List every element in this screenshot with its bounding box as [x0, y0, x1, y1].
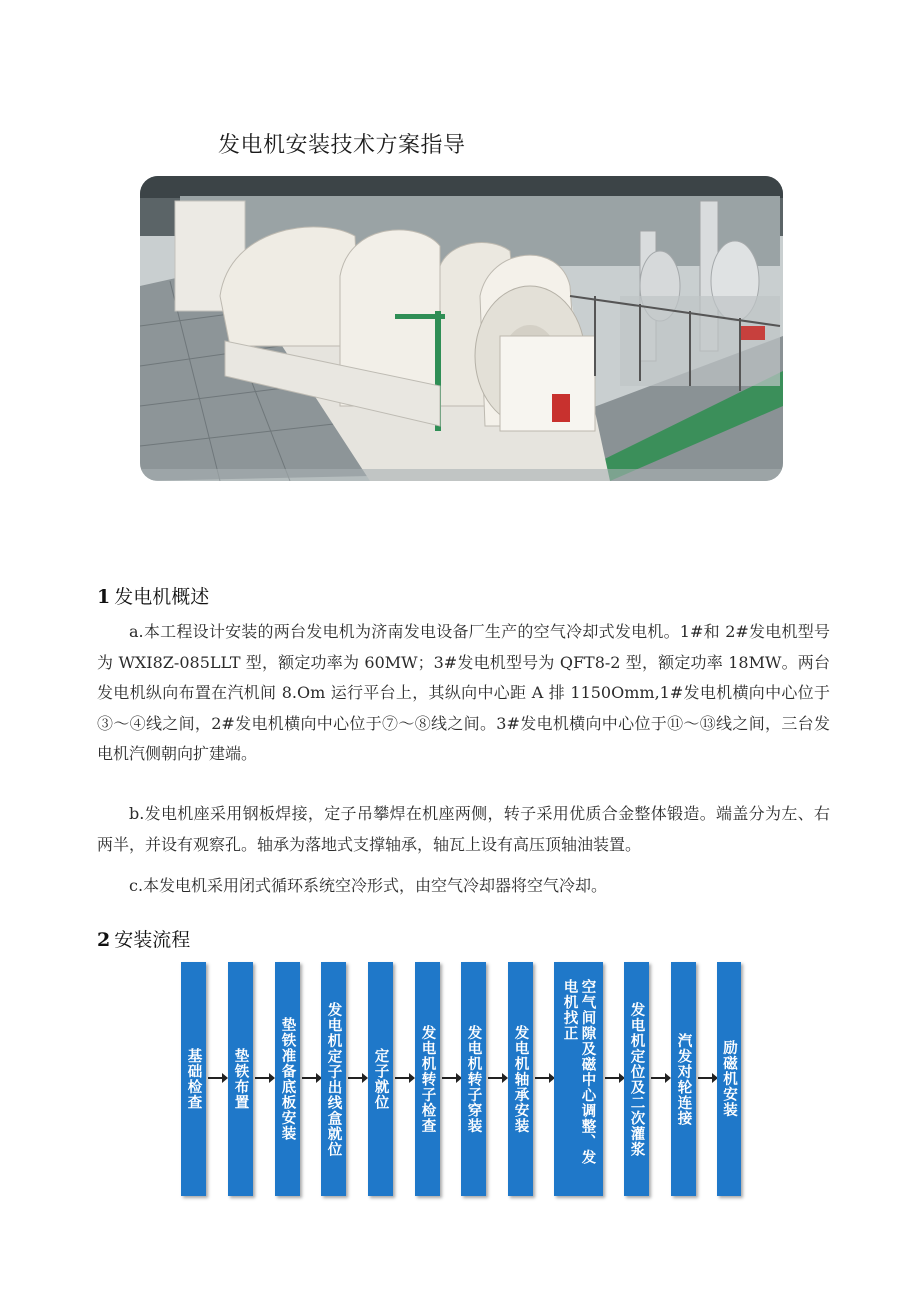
- paragraph-c: c.本发电机采用闭式循环系统空冷形式，由空气冷却器将空气冷却。: [129, 876, 608, 895]
- document-title: 发电机安装技术方案指导: [218, 133, 466, 158]
- flow-arrow: [348, 1077, 366, 1079]
- section-2-number: 2: [97, 929, 111, 951]
- section-1-number: 1: [97, 586, 111, 608]
- paragraph-a: a.本工程设计安装的两台发电机为济南发电设备厂生产的空气冷却式发电机。1#和 2#发电机型号为 WXI8Z-085LLT 型，额定功率为 60MW；3#发电机型号为 QFT8-2 型，额定功率 18MW。两台发电机纵向布置在汽机间 8.Om 运行平台上，其纵向中心距 A 排 1150Omm,1#发电机横向中心位于③～④线之间，2#发电机横向中心位于⑦～⑧线之间。3#发电机横向中心位于⑪～⑬线之间，三台发电机汽侧朝向扩建端。: [97, 622, 830, 763]
- flow-step-11: 汽发对轮连接: [671, 962, 696, 1196]
- flow-arrow: [605, 1077, 623, 1079]
- flow-arrow: [488, 1077, 506, 1079]
- flow-step-3: 垫铁准备底板安装: [275, 962, 300, 1196]
- generator-hall-photo: [140, 176, 783, 481]
- flow-arrow: [302, 1077, 320, 1079]
- flow-arrow: [442, 1077, 460, 1079]
- flow-arrow: [535, 1077, 553, 1079]
- paragraph-b: b.发电机座采用钢板焊接，定子吊攀焊在机座两侧，转子采用优质合金整体锻造。端盖分为左、右两半，并设有观察孔。轴承为落地式支撑轴承，轴瓦上设有高压顶轴油装置。: [97, 804, 830, 854]
- flow-step-7: 发电机转子穿装: [461, 962, 486, 1196]
- flow-step-4: 发电机定子出线盒就位: [321, 962, 346, 1196]
- flow-arrow: [698, 1077, 716, 1079]
- flow-step-10: 发电机定位及二次灌浆: [624, 962, 649, 1196]
- flow-step-1: 基础检查: [181, 962, 206, 1196]
- flow-step-2: 垫铁布置: [228, 962, 253, 1196]
- flow-arrow: [208, 1077, 226, 1079]
- flow-arrow: [395, 1077, 413, 1079]
- flow-arrow: [651, 1077, 669, 1079]
- section-2-heading: [97, 925, 190, 952]
- section-1-heading: [97, 582, 209, 609]
- section-2-title: 安装流程: [114, 929, 191, 951]
- section-1-title: 发电机概述: [114, 586, 210, 608]
- flow-step-8: 发电机轴承安装: [508, 962, 533, 1196]
- flow-step-9: 空气间隙及磁中心调整、发电机找正: [554, 962, 603, 1196]
- flow-step-5: 定子就位: [368, 962, 393, 1196]
- flow-arrow: [255, 1077, 273, 1079]
- flow-step-12: 励磁机安装: [717, 962, 741, 1196]
- installation-flowchart: [181, 962, 741, 1198]
- flow-step-6: 发电机转子检查: [415, 962, 440, 1196]
